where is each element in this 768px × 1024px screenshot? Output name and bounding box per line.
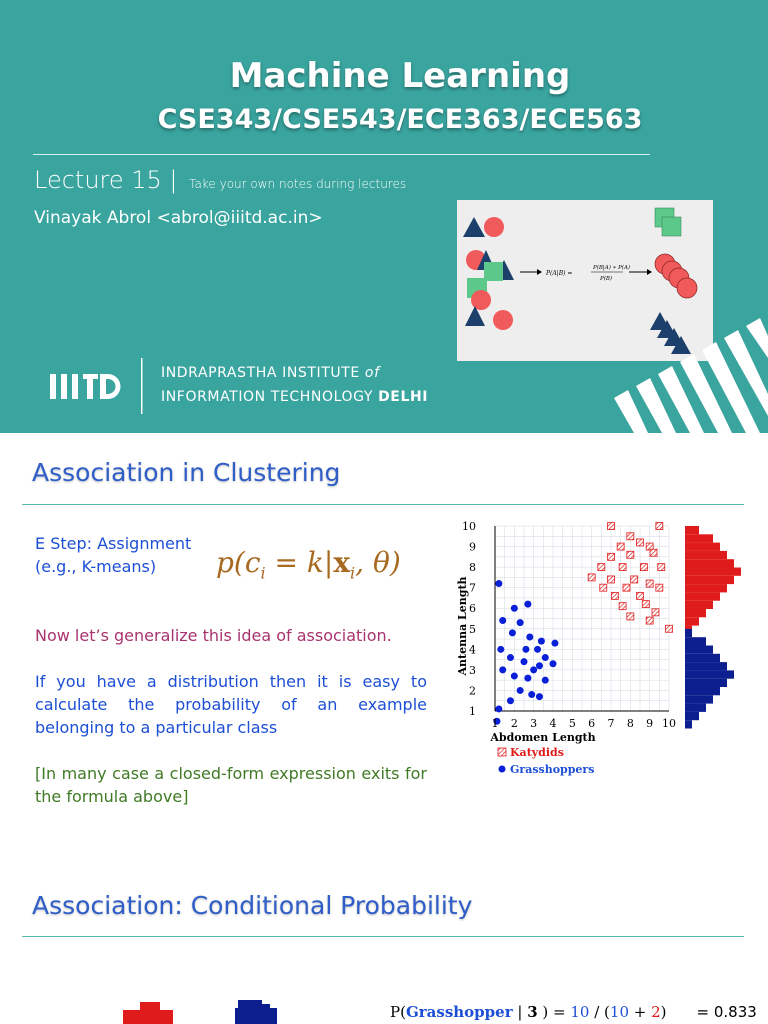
- square-shape: [662, 217, 681, 236]
- katydid-point: [608, 553, 615, 560]
- grasshopper-point: [495, 705, 502, 712]
- lecture-label: Lecture 15 |: [34, 166, 178, 194]
- title-divider: [33, 154, 650, 155]
- katydid-point: [658, 564, 665, 571]
- institute-name: INDRAPRASTHA INSTITUTE: [161, 365, 360, 381]
- circle-shape: [471, 290, 491, 310]
- title-slide: [0, 0, 768, 433]
- cond-result: = 0.833: [696, 1003, 757, 1021]
- grasshopper-point: [524, 675, 531, 682]
- y-tick-label: 1: [469, 705, 476, 718]
- katydid-point: [598, 564, 605, 571]
- cond-numerator: 10: [570, 1003, 590, 1021]
- lecture-note: Take your own notes during lectures: [189, 177, 407, 191]
- grasshoppers-hist-bar: [685, 654, 720, 662]
- estep-line-1: E Step: Assignment: [35, 534, 192, 553]
- katydid-point: [646, 617, 653, 624]
- class-histograms: [100, 990, 300, 1024]
- cond-value: 3: [527, 1003, 538, 1021]
- figure-formula-den: P(B): [600, 276, 613, 282]
- x-tick-label: 9: [646, 717, 654, 730]
- author-email: Vinayak Abrol <abrol@iiitd.ac.in>: [34, 208, 323, 228]
- katydids-hist-bar: [685, 543, 720, 551]
- grasshopper-point: [511, 605, 518, 612]
- scatter-plot: [452, 516, 752, 786]
- katydid-point: [642, 601, 649, 608]
- institute-line-1: [161, 365, 380, 381]
- institute-line-2: [161, 389, 428, 405]
- katydid-point: [623, 584, 630, 591]
- cond-prefix: P(: [390, 1003, 406, 1021]
- katydids-hist-bar: [685, 592, 720, 600]
- y-tick-label: 3: [469, 663, 476, 677]
- katydid-point: [617, 543, 624, 550]
- grasshopper-point: [536, 693, 543, 700]
- heading-rule-2: [22, 936, 744, 937]
- x-tick-label: 3: [530, 717, 538, 730]
- grasshoppers-hist-bar: [685, 687, 720, 695]
- institute-name-2: INFORMATION TECHNOLOGY: [161, 389, 374, 405]
- section-heading-2: Association: Conditional Probability: [32, 891, 473, 920]
- katydid-point: [652, 609, 659, 616]
- conditional-probability: [390, 1003, 757, 1021]
- grasshopper-point: [499, 666, 506, 673]
- grasshoppers-hist-bar: [685, 695, 713, 703]
- cond-class: Grasshopper: [405, 1003, 513, 1021]
- y-tick-label: 4: [469, 643, 476, 657]
- katydids-hist-bar: [685, 551, 727, 559]
- katydids-hist-bar: [685, 609, 706, 617]
- grasshopper-point: [521, 658, 528, 665]
- heading-rule: [22, 504, 744, 505]
- katydids-hist-bar: [685, 576, 734, 584]
- katydid-point: [656, 584, 663, 591]
- x-tick-label: 2: [510, 717, 518, 730]
- grasshopper-point: [511, 673, 518, 680]
- katydid-point: [650, 549, 657, 556]
- katydids-hist-bar: [685, 559, 734, 567]
- y-tick-label: 2: [469, 684, 476, 698]
- y-tick-label: 6: [469, 602, 476, 616]
- grasshopper-point: [507, 654, 514, 661]
- y-tick-label: 10: [462, 520, 476, 533]
- grasshopper-point: [530, 666, 537, 673]
- grasshoppers-hist-bar: [685, 637, 706, 645]
- institute-of: of: [364, 365, 380, 381]
- y-tick-label: 8: [469, 561, 476, 575]
- katydid-point: [627, 613, 634, 620]
- katydid-point: [656, 523, 663, 530]
- katydid-point: [666, 625, 673, 632]
- cond-plus: +: [629, 1003, 652, 1021]
- grasshoppers-hist-bar: [685, 679, 727, 687]
- x-tick-label: 6: [588, 717, 596, 730]
- legend-grasshoppers: Grasshoppers: [510, 763, 595, 776]
- katydid-point: [637, 539, 644, 546]
- lecture-line: [34, 166, 406, 194]
- distribution-text: If you have a distribution then it is easy to calculate the probability of an example belonging to a particular class: [35, 672, 427, 737]
- grasshopper-point: [526, 634, 533, 641]
- grasshopper-point: [497, 646, 504, 653]
- cond-mid: ) =: [537, 1003, 571, 1021]
- grasshopper-point: [509, 629, 516, 636]
- institute-delhi: DELHI: [378, 389, 429, 405]
- grasshopper-point: [495, 580, 502, 587]
- grasshoppers-hist-bar: [685, 712, 699, 720]
- grasshoppers-hist-bar: [685, 646, 713, 654]
- slide-title: Machine Learning: [229, 56, 571, 96]
- katydid-point: [600, 584, 607, 591]
- grasshopper-point: [542, 654, 549, 661]
- grasshopper-point: [536, 662, 543, 669]
- katydids-hist-bar: [685, 617, 699, 625]
- katydids-hist-bar: [685, 584, 727, 592]
- x-tick-label: 7: [607, 717, 615, 730]
- cond-a: 10: [609, 1003, 630, 1021]
- y-tick-label: 5: [469, 622, 476, 636]
- x-axis-label: Abdomen Length: [490, 731, 596, 744]
- grasshopper-point: [551, 640, 558, 647]
- cond-close: ): [660, 1003, 667, 1021]
- legend-katydids-marker: [498, 748, 506, 756]
- x-tick-label: 1: [491, 717, 499, 730]
- grasshoppers-hist-bar: [685, 662, 727, 670]
- cond-div: / (: [589, 1003, 610, 1021]
- katydid-point: [611, 592, 618, 599]
- y-tick-label: 7: [469, 581, 476, 595]
- katydid-point: [640, 564, 647, 571]
- grasshoppers-hist-bar: [685, 670, 734, 678]
- katydid-point: [608, 523, 615, 530]
- katydids-hist-bar: [685, 526, 699, 534]
- grasshopper-point: [507, 697, 514, 704]
- katydid-point: [631, 576, 638, 583]
- grasshopper-point: [517, 687, 524, 694]
- grasshopper-point: [550, 660, 557, 667]
- x-tick-label: 10: [662, 717, 676, 730]
- grasshopper-point: [528, 691, 535, 698]
- course-codes: CSE343/CSE543/ECE363/ECE563: [157, 104, 643, 135]
- grasshopper-point: [538, 638, 545, 645]
- katydid-point: [608, 576, 615, 583]
- circle-shape: [484, 217, 504, 237]
- y-tick-label: 9: [469, 540, 476, 554]
- circle-shape: [493, 310, 513, 330]
- assignment-formula: $p(c_i = k|x_i$, θ): [216, 546, 401, 583]
- katydid-point: [646, 580, 653, 587]
- grasshoppers-hist-bar: [685, 704, 706, 712]
- grasshopper-point: [517, 619, 524, 626]
- grasshopper-point: [534, 646, 541, 653]
- grasshoppers-hist-bar: [685, 720, 692, 728]
- cond-b: 2: [651, 1003, 661, 1021]
- x-tick-label: 8: [626, 717, 634, 730]
- legend-grasshoppers-marker: [499, 766, 506, 773]
- section-heading: Association in Clustering: [32, 458, 341, 487]
- estep-line-2: (e.g., K-means): [35, 557, 157, 576]
- x-tick-label: 4: [549, 717, 557, 730]
- grasshopper-point: [524, 601, 531, 608]
- triangle-shape: [463, 217, 485, 237]
- x-tick-label: 5: [568, 717, 576, 730]
- katydids-hist-bar: [685, 568, 741, 576]
- decorative-stripes: [600, 290, 768, 433]
- katydid-point: [619, 564, 626, 571]
- katydid-point: [637, 592, 644, 599]
- katydid-point: [588, 574, 595, 581]
- katydids-hist-bar: [685, 601, 713, 609]
- legend-katydids: Katydids: [510, 746, 564, 759]
- katydid-point: [627, 533, 634, 540]
- grasshoppers-hist-bar: [685, 629, 692, 637]
- y-axis-label: Antenna Length: [456, 576, 469, 676]
- grasshopper-point: [542, 677, 549, 684]
- closed-form-text: [In many case a closed-form expression exits for the formula above]: [35, 764, 427, 806]
- generalize-text: Now let’s generalize this idea of association.: [35, 626, 392, 645]
- katydid-point: [627, 551, 634, 558]
- katydids-hist-bar: [685, 534, 713, 542]
- grasshopper-point: [522, 646, 529, 653]
- figure-formula-lhs: P(A|B) =: [546, 270, 573, 277]
- cond-bar: |: [512, 1003, 528, 1021]
- katydid-point: [619, 603, 626, 610]
- figure-formula-num: P(B|A) ∗ P(A): [593, 265, 631, 271]
- grasshopper-point: [499, 617, 506, 624]
